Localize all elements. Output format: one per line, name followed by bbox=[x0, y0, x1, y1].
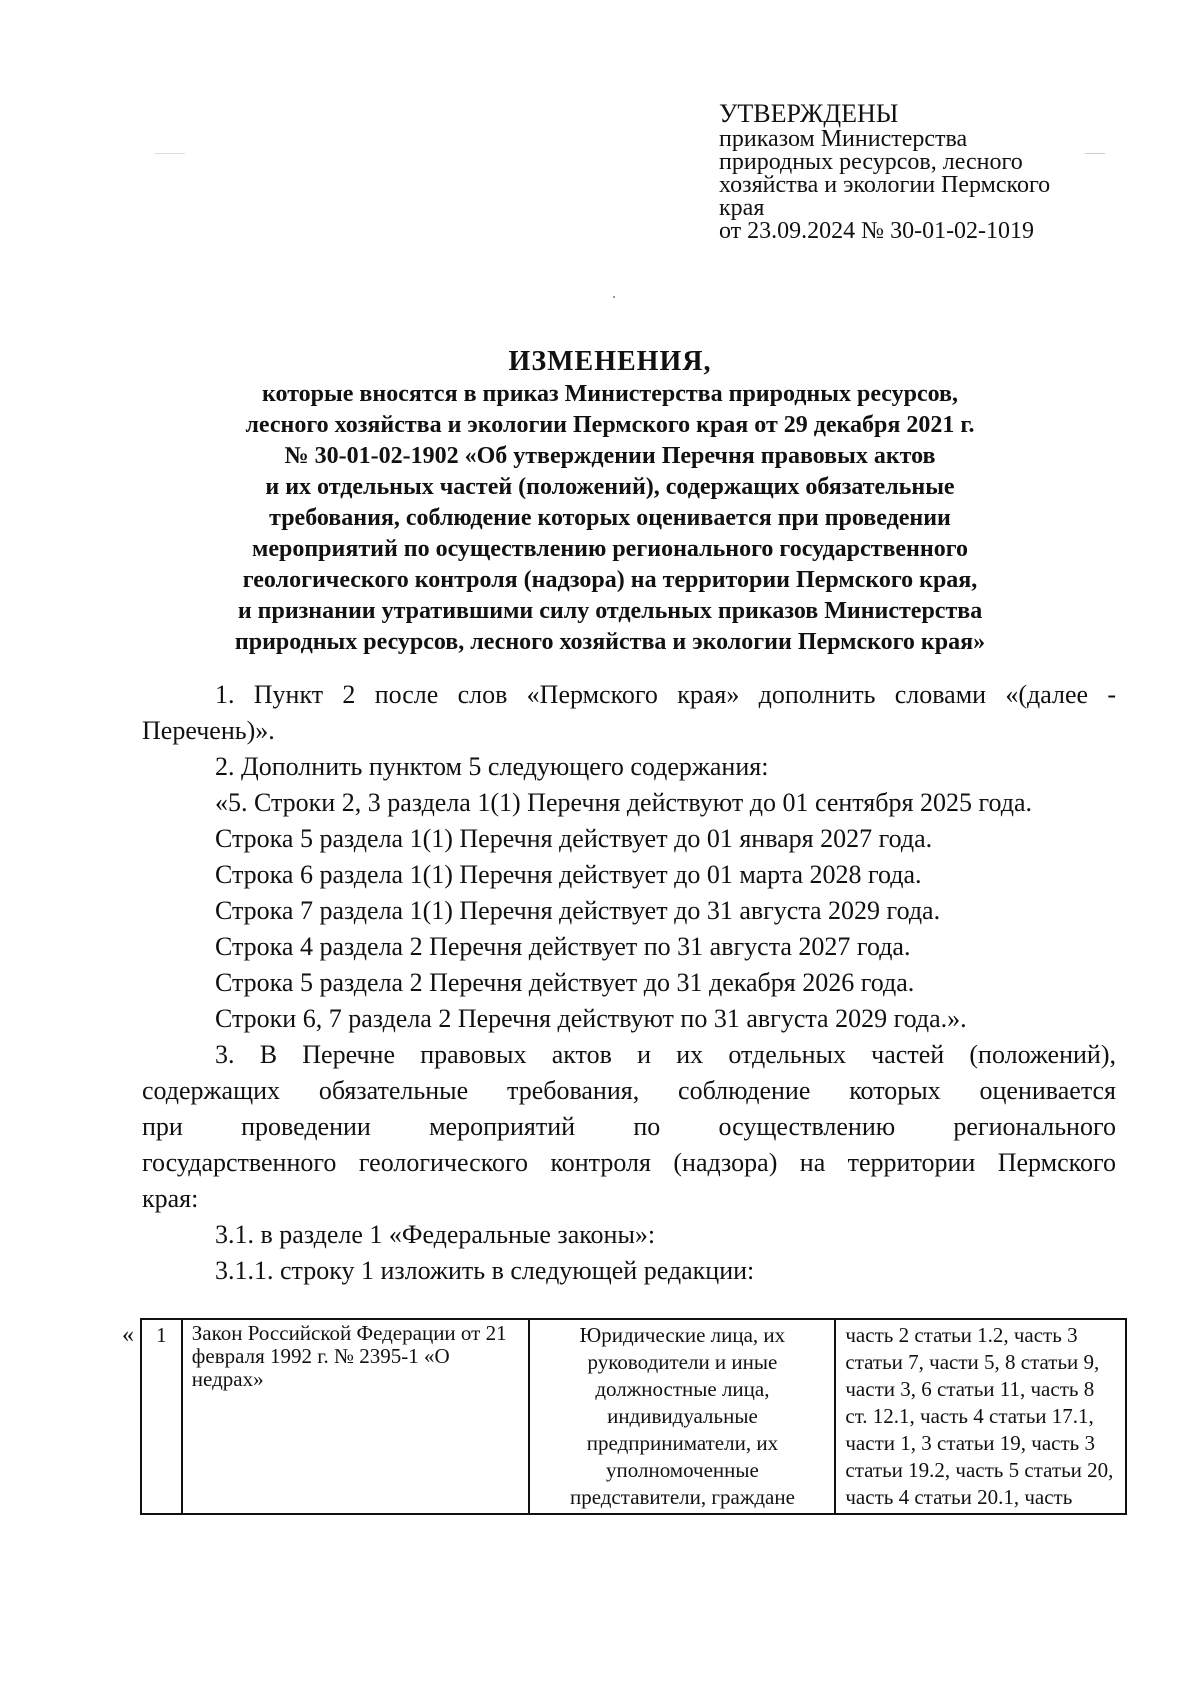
document-body bbox=[142, 677, 1116, 1289]
item-3-line: государственного геологического контроля (надзора) на территории Пермского bbox=[142, 1148, 1116, 1177]
title-line: № 30-01-02-1902 «Об утверждении Перечня правовых актов bbox=[284, 443, 936, 469]
approval-line: края bbox=[719, 195, 765, 221]
amendment-table bbox=[140, 1318, 1127, 1515]
clause-5-line: Строки 6, 7 раздела 2 Перечня действуют по 31 августа 2029 года.». bbox=[215, 1004, 967, 1033]
title-line: которые вносятся в приказ Министерства природных ресурсов, bbox=[262, 381, 958, 407]
document-title bbox=[140, 345, 1080, 658]
title-line: лесного хозяйства и экологии Пермского края от 29 декабря 2021 г. bbox=[245, 412, 975, 438]
clause-5-line: Строка 7 раздела 1(1) Перечня действует до 31 августа 2029 года. bbox=[215, 896, 941, 925]
title-line: и признании утратившими силу отдельных приказов Министерства bbox=[237, 598, 983, 624]
opening-quote: « bbox=[122, 1322, 134, 1348]
scan-speck bbox=[1085, 153, 1105, 154]
item-3-line: содержащих обязательные требования, соблюдение которых оценивается bbox=[142, 1076, 1116, 1105]
approval-block bbox=[719, 100, 1139, 243]
title-line: геологического контроля (надзора) на территории Пермского края, bbox=[242, 567, 978, 593]
row-number: 1 bbox=[141, 1319, 182, 1514]
approval-line: природных ресурсов, лесного bbox=[719, 149, 1023, 175]
item-1-line: 1. Пункт 2 после слов «Пермского края» дополнить словами «(далее - bbox=[215, 680, 1116, 709]
approval-line: хозяйства и экологии Пермского bbox=[719, 172, 1051, 198]
scan-speck bbox=[613, 296, 615, 298]
scan-speck bbox=[155, 153, 185, 154]
approval-heading: УТВЕРЖДЕНЫ bbox=[719, 99, 899, 128]
provisions-cell: часть 2 статьи 1.2, часть 3 статьи 7, части 5, 8 статьи 9, части 3, 6 статьи 11, часть 8 ст. 12.1, часть 4 статьи 17.1, части 1, 3 статьи 19, часть 3 статьи 19.2, часть 5 статьи 20, часть 4 статьи 20.1, часть bbox=[835, 1319, 1126, 1514]
title-line: требования, соблюдение которых оценивается при проведении bbox=[269, 505, 951, 531]
approval-order-number: от 23.09.2024 № 30-01-02-1019 bbox=[719, 218, 1035, 244]
title-main: ИЗМЕНЕНИЯ, bbox=[508, 346, 712, 377]
title-line: и их отдельных частей (положений), содержащих обязательные bbox=[265, 474, 955, 500]
subjects-cell: Юридические лица, их руководители и иные должностные лица, индивидуальные предприниматели, их уполномоченные представители, граждане bbox=[529, 1319, 835, 1514]
item-3-line: края: bbox=[142, 1184, 199, 1213]
approval-line: приказом Министерства bbox=[719, 126, 968, 152]
item-3-1-1: 3.1.1. строку 1 изложить в следующей редакции: bbox=[215, 1256, 755, 1285]
title-line: природных ресурсов, лесного хозяйства и экологии Пермского края» bbox=[234, 629, 986, 655]
clause-5-line: «5. Строки 2, 3 раздела 1(1) Перечня действуют до 01 сентября 2025 года. bbox=[215, 788, 1032, 817]
item-1-continuation: Перечень)». bbox=[142, 716, 275, 745]
clause-5-line: Строка 4 раздела 2 Перечня действует по 31 августа 2027 года. bbox=[215, 932, 911, 961]
title-line: мероприятий по осуществлению регионального государственного bbox=[251, 536, 969, 562]
clause-5-line: Строка 6 раздела 1(1) Перечня действует до 01 марта 2028 года. bbox=[215, 860, 922, 889]
item-3-1: 3.1. в разделе 1 «Федеральные законы»: bbox=[215, 1220, 656, 1249]
clause-5-line: Строка 5 раздела 2 Перечня действует до 31 декабря 2026 года. bbox=[215, 968, 915, 997]
legal-act-cell: Закон Российской Федерации от 21 февраля 1992 г. № 2395-1 «О недрах» bbox=[182, 1319, 530, 1514]
clause-5-line: Строка 5 раздела 1(1) Перечня действует до 01 января 2027 года. bbox=[215, 824, 933, 853]
item-3-line: 3. В Перечне правовых актов и их отдельных частей (положений), bbox=[215, 1040, 1116, 1069]
item-2: 2. Дополнить пунктом 5 следующего содержания: bbox=[215, 752, 769, 781]
item-3-line: при проведении мероприятий по осуществлению регионального bbox=[142, 1112, 1116, 1141]
table-row bbox=[141, 1319, 1126, 1514]
